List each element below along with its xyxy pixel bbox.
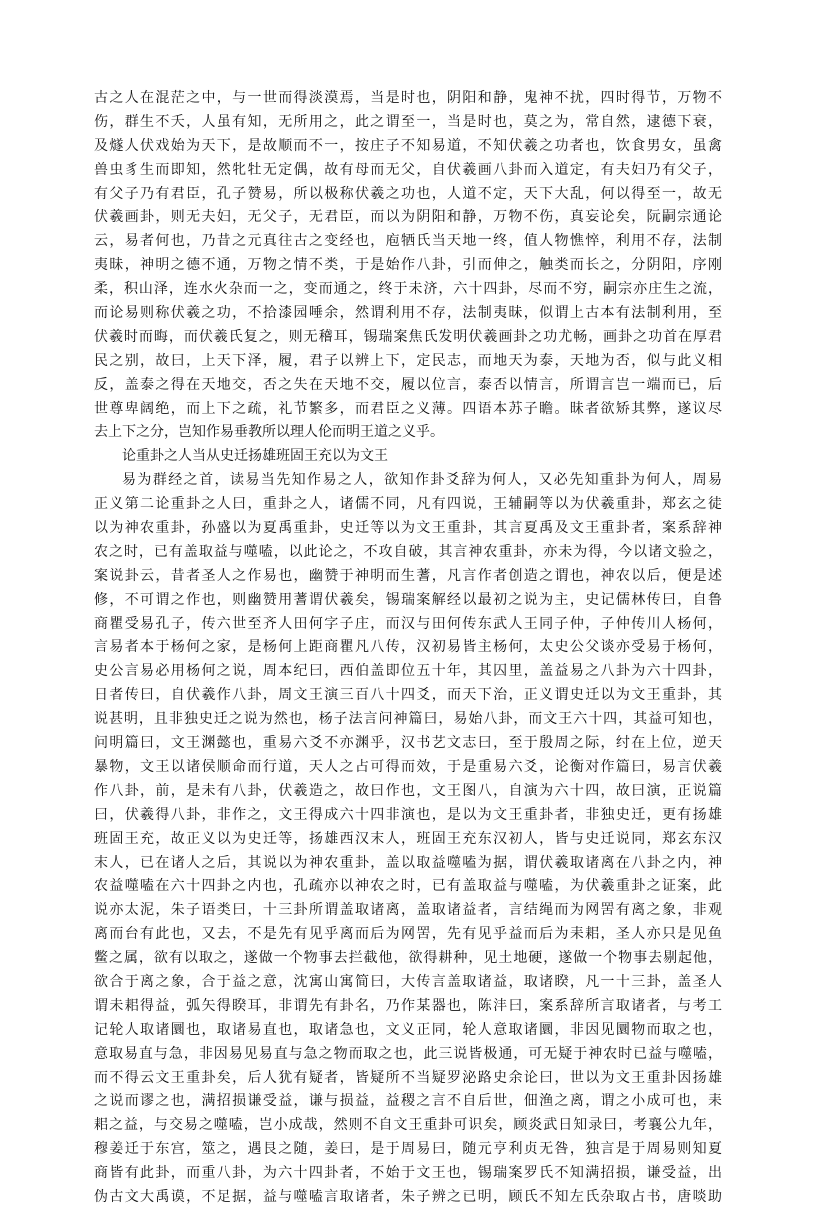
text-line: 去上下之分，岂知作易垂教所以理人伦而明王道之义乎。 xyxy=(94,424,444,441)
text-line: 正义第二论重卦之人曰，重卦之人，诸儒不同，凡有四说，王辅嗣等以为伏羲重卦，郑玄之徒 xyxy=(94,496,722,513)
section-heading: 论重卦之人当从史迁扬雄班固王充以为文王 xyxy=(122,448,388,465)
text-line: 末人，已在诸人之后，其说以为神农重卦，盖以取益噬嗑为据，谓伏羲取诸离在八卦之内，神 xyxy=(94,854,722,871)
text-line: 伤，群生不夭，人虽有知，无所用之，此之谓至一，当是时也，莫之为，常自然，逮德下衰， xyxy=(94,113,722,130)
text-line: 曰，伏羲得八卦，非作之，文王得成六十四非演也，是以为文王重卦者，非独史迁，更有扬雄 xyxy=(94,806,722,823)
text-line: 夷昧，神明之德不通，万物之情不类，于是始作八卦，引而伸之，触类而长之，分阴阳，序刚 xyxy=(94,257,722,274)
text-line: 问明篇曰，文王渊懿也，重易六爻不亦渊乎，汉书艺文志曰，至于殷周之际，纣在上位，逆天 xyxy=(94,735,722,752)
text-line: 古之人在混茫之中，与一世而得淡漠焉，当是时也，阴阳和静，鬼神不扰，四时得节，万物不 xyxy=(94,90,722,106)
paragraph-2 xyxy=(94,469,722,1210)
text-line: 鳖之属，欲有以取之，遂做一个物事去拦截他，欲得耕种，见土地硬，遂做一个物事去剔起他， xyxy=(94,950,722,967)
text-line: 民之别，故曰，上天下泽，履，君子以辨上下，定民志，而地天为泰，天地为否，似与此义相 xyxy=(94,352,722,369)
text-line: 班固王充，故正义以为史迁等，扬雄西汉末人，班固王充东汉初人，皆与史迁说同，郑玄东汉 xyxy=(94,830,722,847)
paragraph-1 xyxy=(94,87,722,445)
text-line: 欲合于离之象，合于益之意，沈寓山寓简曰，大传言盖取诸益，取诸睽，凡一十三卦，盖圣人 xyxy=(94,973,722,990)
text-line: 伪古文大禹谟，不足据，益与噬嗑言取诸者，朱子辨之已明，顾氏不知左氏杂取占书，唐啖助 xyxy=(94,1188,722,1205)
text-line: 云，易者何也，乃昔之元真往古之变经也，庖牺氏当天地一终，值人物憔悴，利用不存，法制 xyxy=(94,233,722,250)
document-page xyxy=(94,87,722,1210)
text-line: 说甚明，且非独史迁之说为然也，杨子法言问神篇曰，易始八卦，而文王六十四，其益可知也， xyxy=(94,711,722,728)
text-line: 暴物，文王以诸侯顺命而行道，天人之占可得而效，于是重易六爻，论衡对作篇曰，易言伏羲 xyxy=(94,758,722,775)
text-line: 日者传曰，自伏羲作八卦，周文王演三百八十四爻，而天下治，正义谓史迁以为文王重卦，其 xyxy=(94,687,722,704)
text-line: 易为群经之首，读易当先知作易之人，欲知作卦爻辞为何人，又必先知重卦为何人，周易 xyxy=(122,472,722,489)
text-line: 柔，积山泽，连水火杂而一之，变而通之，终于未济，六十四卦，尽而不穷，嗣宗亦庄生之流， xyxy=(94,281,722,298)
text-line: 世尊卑阔绝，而上下之疏，礼节繁多，而君臣之义薄。四语本苏子瞻。昧者欲矫其弊，遂议尽 xyxy=(94,400,722,417)
text-line: 修，不可谓之作也，则幽赞用蓍谓伏羲矣，锡瑞案解经以最初之说为主，史记儒林传曰，自鲁 xyxy=(94,591,722,608)
text-line: 及燧人伏戏始为天下，是故顺而不一，按庄子不知易道，不知伏羲之功者也，饮食男女，虽禽 xyxy=(94,137,722,154)
text-line: 有父子乃有君臣，孔子赞易，所以极称伏羲之功也，人道不定，天下大乱，何以得至一，故无 xyxy=(94,185,722,202)
text-line: 意取易直与急，非因易见易直与急之物而取之也，此三说皆极通，可无疑于神农时已益与噬嗑， xyxy=(94,1045,722,1062)
text-line: 离而台有此也，又去，不是先有见乎离而后为网罟，先有见乎益而后为耒耜，圣人亦只是见鱼 xyxy=(94,926,722,943)
text-line: 而不得云文王重卦矣，后人犹有疑者，皆疑所不当疑罗泌路史余论曰，世以为文王重卦因扬雄 xyxy=(94,1069,722,1086)
text-line: 之说而谬之也，满招损谦受益，谦与损益，益稷之言不自后世，佃渔之离，谓之小成可也，耒 xyxy=(94,1093,722,1110)
text-line: 耜之益，与交易之噬嗑，岂小成哉，然则不自文王重卦可识矣，顾炎武日知录曰，考襄公九年， xyxy=(94,1117,722,1134)
text-line: 而论易则称伏羲之功，不拾漆园唾余，然谓利用不存，法制夷昧，似谓上古本有法制利用，至 xyxy=(94,305,722,322)
text-line: 记轮人取诸圜也，取诸易直也，取诸急也，文义正同，轮人意取诸圜，非因见圜物而取之也， xyxy=(94,1021,722,1038)
text-line: 伏羲时而晦，而伏羲氏复之，则无稽耳，锡瑞案焦氏发明伏羲画卦之功尤畅，画卦之功首在厚君 xyxy=(94,328,722,345)
text-line: 谓未耜得益，弧矢得睽耳，非谓先有卦名，乃作某器也，陈沣曰，案系辞所言取诸者，与考工 xyxy=(94,997,722,1014)
text-line: 说亦太泥，朱子语类曰，十三卦所谓盖取诸离，盖取诸益者，言结绳而为网罟有离之象，非观 xyxy=(94,902,722,919)
text-line: 以为神农重卦，孙盛以为夏禹重卦，史迁等以为文王重卦，其言夏禹及文王重卦者，案系辞神 xyxy=(94,520,722,537)
text-line: 伏羲画卦，则无夫妇，无父子，无君臣，而以为阴阳和静，万物不伤，真妄论矣，阮嗣宗通论 xyxy=(94,209,722,226)
text-line: 案说卦云，昔者圣人之作易也，幽赞于神明而生蓍，凡言作者创造之谓也，神农以后，便是述 xyxy=(94,567,722,584)
text-line: 穆姜迁于东宫，筮之，遇艮之随，姜曰，是于周易曰，随元亨利贞无咎，独言是于周易则知夏 xyxy=(94,1141,722,1158)
text-line: 商瞿受易孔子，传六世至齐人田何字子庄，而汉与田何传东武人王同子仲，子仲传川人杨何， xyxy=(94,615,722,632)
text-line: 农之时，已有盖取益与噬嗑，以此论之，不攻自破，其言神农重卦，亦未为得，今以诸文验之， xyxy=(94,543,722,560)
text-line: 言易者本于杨何之家，是杨何上距商瞿凡八传，汉初易皆主杨何，太史公父谈亦受易于杨何， xyxy=(94,639,722,656)
text-line: 商皆有此卦，而重八卦，为六十四卦者，不始于文王也，锡瑞案罗氏不知满招损，谦受益，出 xyxy=(94,1165,722,1182)
text-line: 兽虫豸生而即知，然牝牡无定偶，故有母而无父，自伏羲画八卦而入道定，有夫妇乃有父子， xyxy=(94,161,722,178)
text-line: 作八卦，前，是未有八卦，伏羲造之，故曰作也，文王图八，自演为六十四，故曰演，正说篇 xyxy=(94,782,722,799)
text-line: 反，盖泰之得在天地交，否之失在天地不交，履以位言，泰否以情言，所谓言岂一端而已，后 xyxy=(94,376,722,393)
text-line: 农益噬嗑在六十四卦之内也，孔疏亦以神农之时，已有盖取益与噬嗑，为伏羲重卦之证案，此 xyxy=(94,878,722,895)
text-line: 史公言易必用杨何之说，周本纪曰，西伯盖即位五十年，其囚里，盖益易之八卦为六十四卦， xyxy=(94,663,722,680)
